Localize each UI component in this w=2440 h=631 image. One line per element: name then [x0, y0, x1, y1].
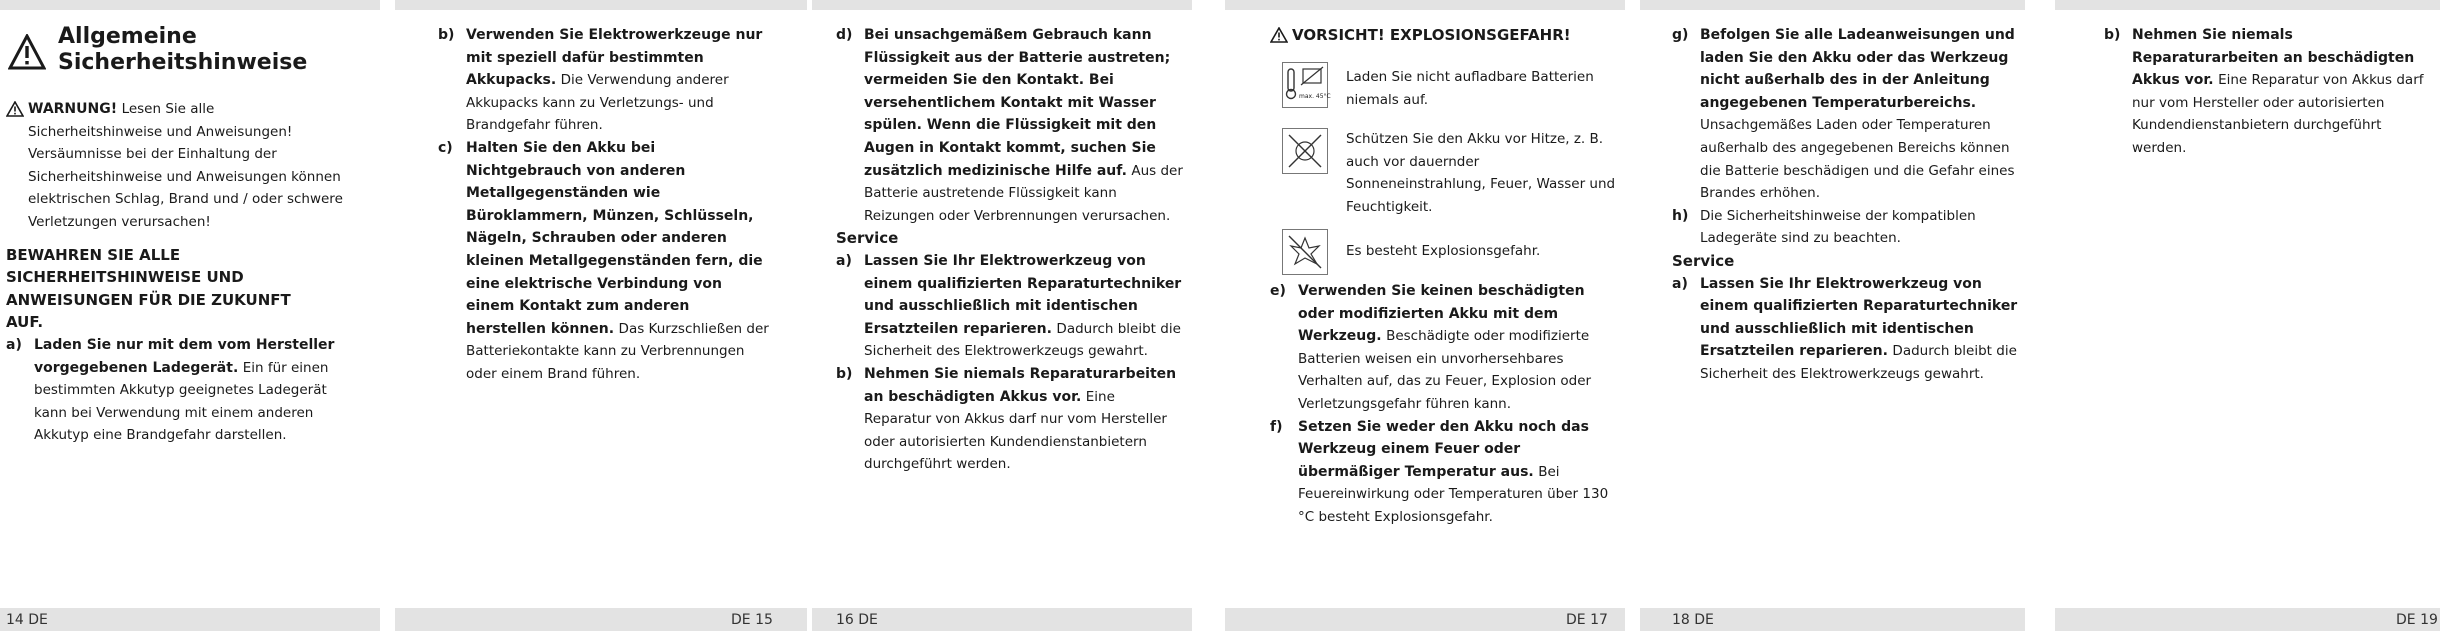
item-bold: Verwenden Sie keinen beschädigten oder modifizierten Akku mit dem Werkzeug. [1298, 283, 1585, 345]
item-bold: Befolgen Sie alle Ladeanweisungen und laden Sie den Akku oder das Werkzeug nicht außerhalb des in der Anleitung angegebenen Temperaturbereichs. [1700, 27, 2015, 111]
item-text: Aus der Batterie austretende Flüssigkeit kann Reizungen oder Verbrennungen verursachen. [864, 162, 1183, 224]
top-bar-2 [395, 0, 807, 10]
page-17-list [1270, 280, 1620, 529]
icon-text-2: Schützen Sie den Akku vor Hitze, z. B. auch vor dauernder Sonneneinstrahlung, Feuer, Wasser und Feuchtigkeit. [1346, 131, 1616, 215]
page-14-column [6, 24, 346, 447]
page-number-14: 14 DE [6, 612, 48, 628]
top-bar-1 [0, 0, 380, 10]
keep-instructions-notice: BEWAHREN SIE ALLE SICHERHEITSHINWEISE UND ANWEISUNGEN FÜR DIE ZUKUNFT AUF. [6, 245, 291, 332]
item-text: Dadurch bleibt die Sicherheit des Elektrowerkzeugs gewahrt. [864, 320, 1181, 360]
item-text: Ein für einen bestimmten Akkutyp geeignetes Ladegerät kann bei Verwendung mit einem anderen Akkutyp eine Brandgefahr darstellen. [34, 359, 329, 444]
item-label: a) [1672, 275, 1688, 292]
page-number-19: DE 19 [2396, 612, 2438, 628]
item-label: h) [1672, 207, 1689, 224]
page-18-column [1672, 24, 2022, 386]
item-bold: Bei unsachgemäßem Gebrauch kann Flüssigkeit aus der Batterie austreten; vermeiden Sie den Kontakt. Bei versehentlichem Kontakt mit Wasser spülen. Wenn die Flüssigkeit mit den Augen in Kontakt kommt, suchen Sie zusätzlich medizinische Hilfe auf. [864, 27, 1171, 179]
list-item-c [438, 137, 774, 386]
temperature-caption: max. 45°C [1299, 93, 1331, 100]
service-item-b [2104, 24, 2438, 160]
item-text: Eine Reparatur von Akkus darf nur vom Hersteller oder autorisierten Kundendienstanbietern durchgeführt werden. [2132, 72, 2424, 156]
warning-small-icon [1270, 27, 1288, 43]
footer-bar-6 [2055, 608, 2440, 631]
item-bold: Laden Sie nur mit dem vom Hersteller vorgegebenen Ladegerät. [34, 336, 335, 376]
page-number-18: 18 DE [1672, 612, 1714, 628]
item-label: d) [836, 27, 853, 43]
page-title: Allgemeine Sicherheitshinweise [58, 24, 308, 75]
list-item-b [438, 24, 774, 137]
item-bold: Setzen Sie weder den Akku noch das Werkzeug einem Feuer oder übermäßiger Temperatur aus. [1298, 418, 1589, 480]
top-bar-5 [1640, 0, 2025, 10]
service-heading: Service [836, 229, 899, 248]
footer-bar-1 [0, 608, 380, 631]
item-label: a) [6, 336, 22, 353]
page-17-area [1270, 24, 1620, 594]
item-label: b) [2104, 27, 2121, 43]
top-bar-3 [812, 0, 1192, 10]
warning-paragraph [6, 98, 346, 234]
item-label: b) [438, 27, 455, 43]
page-number-17: DE 17 [1566, 612, 1608, 628]
page-number-15: DE 15 [731, 612, 773, 628]
item-label: g) [1672, 27, 1689, 43]
warning-text: Lesen Sie alle Sicherheitshinweise und Anweisungen! Versäumnisse bei der Einhaltung der Sicherheitshinweise und Anweisungen können elektrischen Schlag, Brand und / oder schwere Verletzungen verursachen! [28, 101, 343, 230]
top-bar-6 [2055, 0, 2440, 10]
service-item-a [836, 250, 1186, 363]
item-bold: Lassen Sie Ihr Elektrowerkzeug von einem qualifizierten Reparaturtechniker und ausschließlich mit identischen Ersatzteilen reparieren. [864, 252, 1182, 337]
top-bar-4 [1225, 0, 1625, 10]
item-text: Bei Feuereinwirkung oder Temperaturen über 130 °C besteht Explosionsgefahr. [1298, 463, 1609, 525]
item-text: Unsachgemäßes Laden oder Temperaturen außerhalb des angegebenen Bereichs können die Batterie beschädigen und die Gefahr eines Brandes erhöhen. [1700, 117, 2015, 202]
item-bold: Nehmen Sie niemals Reparaturarbeiten an beschädigten Akkus vor. [2132, 27, 2415, 89]
item-text: Das Kurzschließen der Batteriekontakte kann zu Verbrennungen oder einem Brand führen. [466, 320, 769, 382]
item-label: e) [1270, 283, 1286, 299]
warning-label: WARNUNG! [28, 101, 118, 117]
item-label: a) [836, 252, 852, 269]
item-bold: Nehmen Sie niemals Reparaturarbeiten an beschädigten Akkus vor. [864, 365, 1177, 405]
page-19-column [2104, 24, 2438, 160]
item-text: Die Verwendung anderer Akkupacks kann zu Verletzungs- und Brandgefahr führen. [466, 72, 729, 134]
item-text: Die Sicherheitshinweise der kompatiblen Ladegeräte sind zu beachten. [1700, 207, 1976, 247]
page-16-column [836, 24, 1186, 476]
page-number-16: 16 DE [836, 612, 878, 628]
footer-bar-4 [1225, 608, 1625, 631]
caution-heading [1270, 24, 1571, 46]
list-item-a [6, 334, 346, 447]
item-label: c) [438, 139, 453, 156]
icon-text-1: Laden Sie nicht aufladbare Batterien niemals auf. [1346, 69, 1594, 108]
list-item-h [1672, 205, 2022, 250]
list-item-f [1270, 416, 1620, 529]
caution-text: VORSICHT! EXPLOSIONSGEFAHR! [1292, 26, 1571, 44]
item-label: b) [836, 365, 853, 382]
service-heading: Service [1672, 251, 1735, 270]
temperature-battery-icon [1282, 62, 1331, 108]
item-text: Eine Reparatur von Akkus darf nur vom Hersteller oder autorisierten Kundendienstanbietern durchgeführt werden. [864, 388, 1167, 473]
list-item-d [836, 24, 1186, 227]
item-bold: Lassen Sie Ihr Elektrowerkzeug von einem qualifizierten Reparaturtechniker und ausschließlich mit identischen Ersatzteilen reparieren. [1700, 275, 2018, 360]
item-bold: Verwenden Sie Elektrowerkzeuge nur mit speziell dafür bestimmten Akkupacks. [466, 27, 763, 89]
explosion-icon [1282, 229, 1328, 275]
item-label: f) [1270, 418, 1283, 435]
page-15-column [438, 24, 774, 386]
list-item-e [1270, 280, 1620, 416]
item-text: Dadurch bleibt die Sicherheit des Elektrowerkzeugs gewahrt. [1700, 343, 2017, 382]
list-item-g [1672, 24, 2022, 205]
item-bold: Halten Sie den Akku bei Nichtgebrauch von anderen Metallgegenständen wie Büroklammern, Münzen, Schlüsseln, Nägeln, Schrauben oder anderen kleinen Metallgegenständen fern, die eine elektrische Verbindung von einem Kontakt zum anderen herstellen können. [466, 139, 763, 337]
warning-small-icon [6, 101, 24, 117]
item-text: Beschädigte oder modifizierte Batterien weisen ein unvorhersehbares Verhalten auf, das zu Feuer, Explosion oder Verletzungsgefahr führen kann. [1298, 328, 1592, 412]
icon-text-3: Es besteht Explosionsgefahr. [1346, 243, 1541, 259]
service-item-b [836, 363, 1186, 476]
no-heat-icon [1282, 128, 1328, 174]
warning-triangle-icon [8, 34, 46, 70]
service-item-a [1672, 273, 2022, 386]
section-heading [6, 24, 346, 84]
